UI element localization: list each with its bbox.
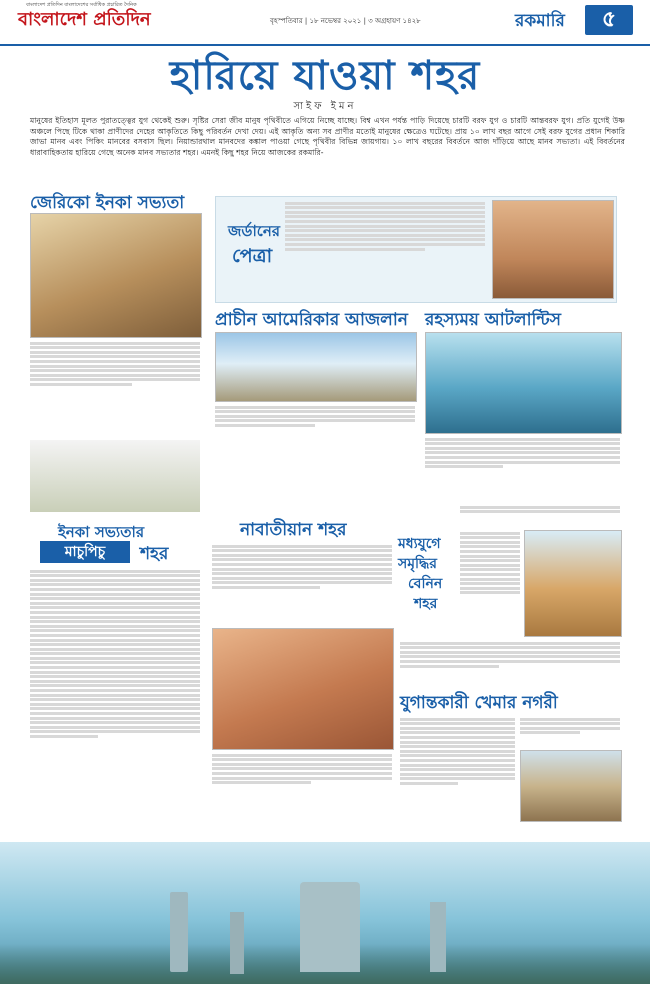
intro-paragraph: মানুষের ইতিহাস মূলত পুরাতত্ত্বের যুগ থেকেই শুরু। সৃষ্টির সেরা জীব মানুষ পৃথিবীতে এগিয়ে নিচ্ছে যাচ্ছে। বিশ্ব এখন পর্যন্ত পাড়ি দিয়েছে চারটি বরফ যুগ ও চারটি আন্তবরফ যুগ। প্রতি যুগেই উষ্ণ অঞ্চলে পিছে টিকে থাকা প্রাণীদের দেহের আকৃতিতে কিছু পরিবর্তন দেখা দেয়। এই আকৃতি অন্য সব প্রাণীর মতোই মানুষের ক্ষেত্রেও ঘটেছে। প্রায় ১০ লাখ বছর আগে সেই বরফ যুগের প্রধান শিকারি জাভা মানব এবং পিকিং মানবের বসবাস ছিল। নিয়ান্ডারথাল মানবদের কঙ্কাল পাওয়া গেছে পৃথিবীর বিভিন্ন জায়গায়। ১০ লাখ বছরের বিবর্তনে আজ দাঁড়িয়ে আছে মানব সভ্যতা। এই বিবর্তনের ধারাবাহিকতায় হারিয়ে গেছে অনেক মানব সভ্যতার শহর। এমনই কিছু শহর নিয়ে আজকের রকমারি- <box>30 116 625 157</box>
section-name: রকমারি <box>515 11 565 31</box>
nabataean-article-top <box>212 543 392 623</box>
inca-article <box>30 568 200 816</box>
page-number: ৫ <box>585 5 633 35</box>
american-photo <box>215 332 417 402</box>
khmer-article <box>400 716 515 820</box>
machu-picchu-illustration <box>30 440 200 512</box>
atlantis-article <box>425 436 620 496</box>
issue-date: বৃহস্পতিবার | ১৮ নভেম্বর ২০২১ | ৩ অগ্রহায়ণ ১৪২৮ <box>270 17 421 25</box>
benin-heading-2: সমৃদ্ধির <box>398 556 437 572</box>
khmer-photo <box>520 750 622 822</box>
machu-picchu-label: মাচুপিচু <box>64 544 106 560</box>
inca-heading-line1: ইনকা সভ্যতার <box>58 523 145 541</box>
masthead <box>0 0 650 46</box>
benin-article-top <box>460 504 620 524</box>
atlantis-photo <box>425 332 622 434</box>
ruin-column <box>170 892 188 972</box>
benin-photo <box>524 530 622 637</box>
benin-heading-1: মধ্যযুগে <box>398 536 441 552</box>
american-article <box>215 404 415 449</box>
benin-heading-4: শহর <box>414 596 438 612</box>
masthead-tagline: বাংলাদেশ প্রতিদিন বাংলাদেশের সর্বাধিক প্রচারিত দৈনিক <box>26 2 137 8</box>
khmer-heading: যুগান্তকারী খেমার নগরী <box>400 693 558 713</box>
inca-heading-city: শহর <box>140 544 169 564</box>
ruin-column <box>430 902 446 972</box>
petra-article <box>285 200 485 296</box>
jericho-article <box>30 340 200 433</box>
atlantis-heading: রহস্যময় আটলান্টিস <box>425 310 561 330</box>
page-headline: হারিয়ে যাওয়া শহর <box>169 52 481 99</box>
ruin-column <box>230 912 244 974</box>
machu-picchu-badge <box>40 541 130 563</box>
benin-article-side <box>460 530 520 635</box>
nabataean-article-bottom <box>212 752 392 822</box>
petra-heading-bottom: পেত্রা <box>232 245 273 267</box>
byline: সাইফ ইমন <box>293 101 357 112</box>
petra-heading-top: জর্ডানের <box>228 222 281 240</box>
underwater-ruins-illustration <box>0 842 650 984</box>
benin-heading-3: বেনিন <box>408 576 443 592</box>
khmer-article-side <box>520 716 620 746</box>
ruin-arch <box>300 882 360 972</box>
benin-article-bottom <box>400 640 620 685</box>
american-heading: প্রাচীন আমেরিকার আজলান <box>215 310 408 330</box>
jericho-photo <box>30 213 202 338</box>
petra-photo <box>492 200 614 299</box>
nabataean-heading: নাবাতীয়ান শহর <box>240 520 347 540</box>
jericho-heading: জেরিকো ইনকা সভ্যতা <box>30 193 185 213</box>
newspaper-logo: বাংলাদেশ প্রতিদিন <box>18 9 151 30</box>
nabataean-photo <box>212 628 394 750</box>
